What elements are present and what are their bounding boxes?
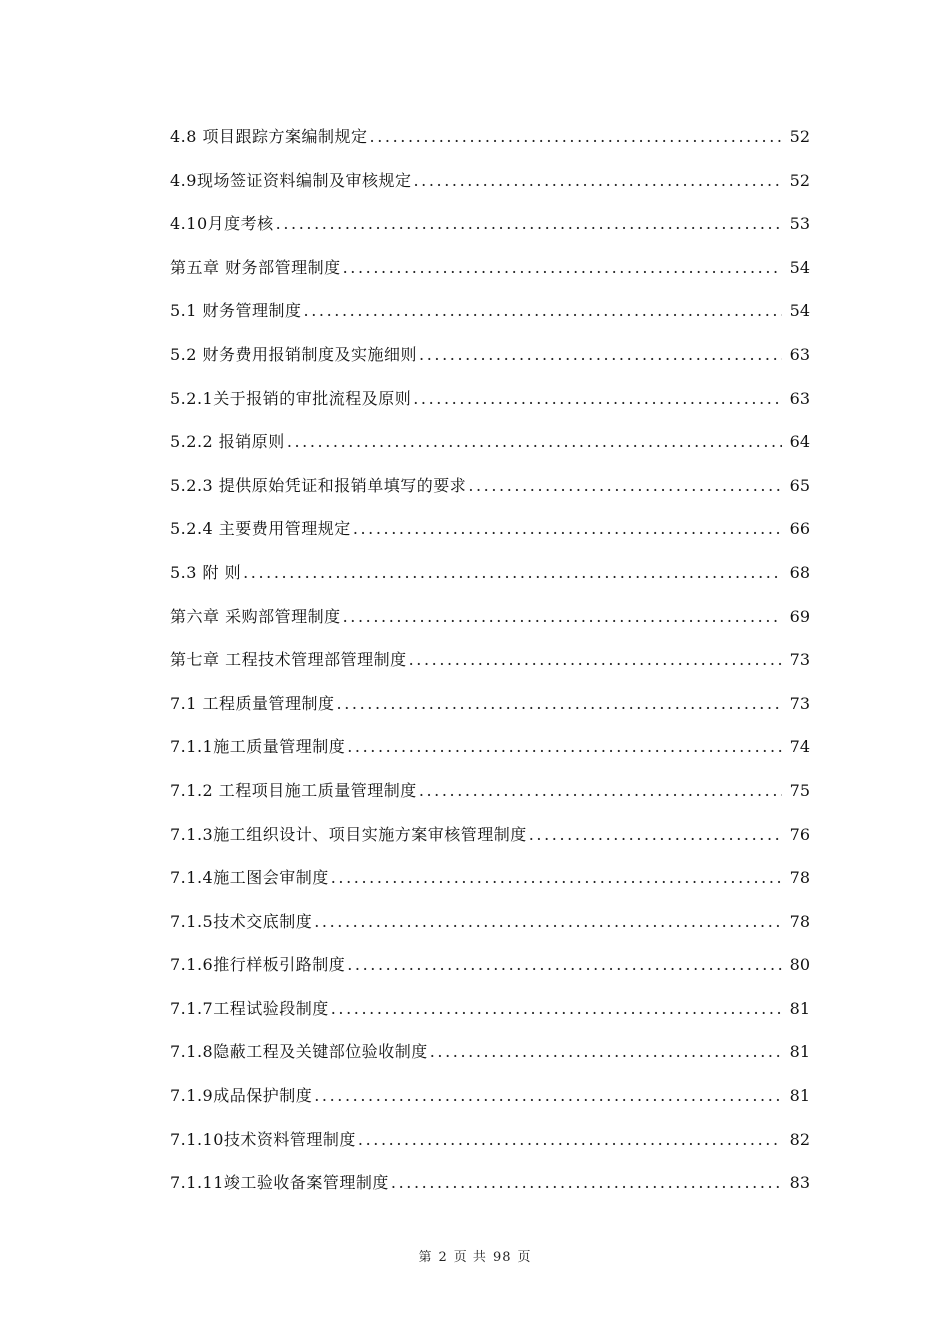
toc-entry[interactable]: [170, 341, 810, 385]
toc-dot-leader: [343, 603, 782, 631]
toc-dot-leader: [391, 1169, 782, 1197]
toc-entry-title: 5.2.2 报销原则: [170, 432, 285, 452]
toc-entry-title: 7.1.8隐蔽工程及关键部位验收制度: [170, 1042, 428, 1062]
toc-entry[interactable]: [170, 167, 810, 211]
toc-entry-page: 68: [789, 562, 810, 582]
toc-entry-page: 81: [789, 998, 810, 1018]
toc-entry-title: 7.1.4施工图会审制度: [170, 868, 329, 888]
toc-entry[interactable]: [170, 1038, 810, 1082]
toc-dot-leader: [287, 428, 782, 456]
toc-entry[interactable]: [170, 864, 810, 908]
toc-entry-page: 73: [789, 693, 810, 713]
footer-middle: 页 共: [453, 1250, 487, 1265]
toc-entry-title: 4.8 项目跟踪方案编制规定: [170, 127, 368, 146]
page-footer: [0, 1246, 950, 1265]
toc-dot-leader: [347, 951, 782, 979]
toc-dot-leader: [276, 210, 782, 238]
toc-entry-page: 54: [789, 257, 810, 277]
toc-entry[interactable]: [170, 690, 810, 734]
toc-entry-title: 7.1.10技术资料管理制度: [170, 1129, 356, 1149]
toc-entry-title: 7.1.7工程试验段制度: [170, 998, 329, 1018]
toc-entry-page: 78: [789, 911, 810, 931]
toc-entry-page: 75: [789, 780, 810, 800]
toc-dot-leader: [314, 908, 782, 936]
toc-entry[interactable]: [170, 385, 810, 429]
toc-entry[interactable]: [170, 297, 810, 341]
toc-entry-title: 7.1.6推行样板引路制度: [170, 955, 346, 975]
toc-entry-page: 81: [789, 1042, 810, 1062]
toc-dot-leader: [419, 777, 782, 805]
toc-entry-page: 54: [789, 301, 810, 321]
toc-entry-title: 5.2.3 提供原始凭证和报销单填写的要求: [170, 475, 467, 495]
toc-dot-leader: [413, 385, 782, 413]
toc-entry-page: 52: [789, 170, 810, 190]
toc-dot-leader: [243, 559, 782, 587]
toc-entry-title: 7.1.1施工质量管理制度: [170, 737, 346, 757]
toc-entry[interactable]: [170, 733, 810, 777]
toc-entry-title: 4.9现场签证资料编制及审核规定: [170, 170, 412, 190]
toc-dot-leader: [304, 297, 782, 325]
toc-entry-title: 第五章 财务部管理制度: [170, 257, 341, 277]
toc-entry-title: 5.2 财务费用报销制度及实施细则: [170, 344, 418, 364]
toc-entry-page: 65: [789, 475, 810, 495]
toc-dot-leader: [343, 254, 782, 282]
toc-entry[interactable]: [170, 603, 810, 647]
toc-dot-leader: [347, 733, 782, 761]
toc-entry[interactable]: [170, 1126, 810, 1170]
toc-entry-title: 4.10月度考核: [170, 214, 274, 234]
toc-entry-title: 5.2.4 主要费用管理规定: [170, 519, 351, 539]
toc-dot-leader: [529, 821, 782, 849]
toc-entry-title: 7.1 工程质量管理制度: [170, 693, 335, 713]
toc-entry[interactable]: [170, 428, 810, 472]
toc-entry-title: 7.1.5技术交底制度: [170, 911, 313, 931]
toc-entry-title: 5.3 附 则: [170, 562, 242, 582]
toc-entry-title: 7.1.11竣工验收备案管理制度: [170, 1173, 389, 1193]
table-of-contents: [170, 123, 810, 1213]
toc-entry-page: 64: [789, 432, 810, 452]
toc-entry-page: 74: [789, 737, 810, 757]
toc-entry-page: 53: [789, 214, 810, 234]
toc-dot-leader: [314, 1082, 782, 1110]
footer-total-pages: 98: [492, 1250, 512, 1265]
toc-entry[interactable]: [170, 559, 810, 603]
toc-entry-title: 第六章 采购部管理制度: [170, 606, 341, 626]
toc-entry[interactable]: [170, 123, 810, 167]
toc-entry[interactable]: [170, 210, 810, 254]
toc-entry-page: 82: [789, 1129, 810, 1149]
footer-current-page: 2: [438, 1250, 448, 1265]
toc-dot-leader: [331, 864, 782, 892]
toc-entry[interactable]: [170, 777, 810, 821]
toc-entry-page: 63: [789, 344, 810, 364]
footer-suffix: 页: [517, 1250, 532, 1265]
toc-entry-page: 81: [789, 1086, 810, 1106]
toc-entry-page: 63: [789, 388, 810, 408]
toc-entry[interactable]: [170, 821, 810, 865]
toc-dot-leader: [358, 1126, 782, 1154]
toc-entry[interactable]: [170, 515, 810, 559]
toc-dot-leader: [331, 995, 782, 1023]
toc-entry-page: 66: [789, 519, 810, 539]
toc-entry[interactable]: [170, 908, 810, 952]
toc-entry[interactable]: [170, 951, 810, 995]
toc-entry-page: 76: [789, 824, 810, 844]
toc-dot-leader: [370, 123, 782, 151]
toc-entry-title: 5.1 财务管理制度: [170, 301, 302, 321]
toc-entry[interactable]: [170, 1169, 810, 1213]
toc-entry-page: 52: [789, 127, 810, 146]
toc-dot-leader: [409, 646, 782, 674]
toc-entry-title: 7.1.2 工程项目施工质量管理制度: [170, 780, 417, 800]
toc-entry[interactable]: [170, 646, 810, 690]
toc-dot-leader: [419, 341, 782, 369]
toc-entry-page: 80: [789, 955, 810, 975]
toc-entry-page: 69: [789, 606, 810, 626]
toc-dot-leader: [413, 167, 782, 195]
toc-entry-title: 第七章 工程技术管理部管理制度: [170, 650, 407, 670]
toc-dot-leader: [430, 1038, 782, 1066]
toc-entry[interactable]: [170, 472, 810, 516]
toc-entry[interactable]: [170, 254, 810, 298]
toc-dot-leader: [468, 472, 782, 500]
toc-entry-page: 73: [789, 650, 810, 670]
toc-entry-title: 5.2.1关于报销的审批流程及原则: [170, 388, 412, 408]
toc-dot-leader: [353, 515, 782, 543]
footer-prefix: 第: [418, 1250, 433, 1265]
toc-entry[interactable]: [170, 1082, 810, 1126]
toc-entry-page: 78: [789, 868, 810, 888]
toc-entry-title: 7.1.9成品保护制度: [170, 1086, 313, 1106]
toc-entry[interactable]: [170, 995, 810, 1039]
toc-entry-page: 83: [789, 1173, 810, 1193]
toc-dot-leader: [337, 690, 782, 718]
toc-entry-title: 7.1.3施工组织设计、项目实施方案审核管理制度: [170, 824, 527, 844]
